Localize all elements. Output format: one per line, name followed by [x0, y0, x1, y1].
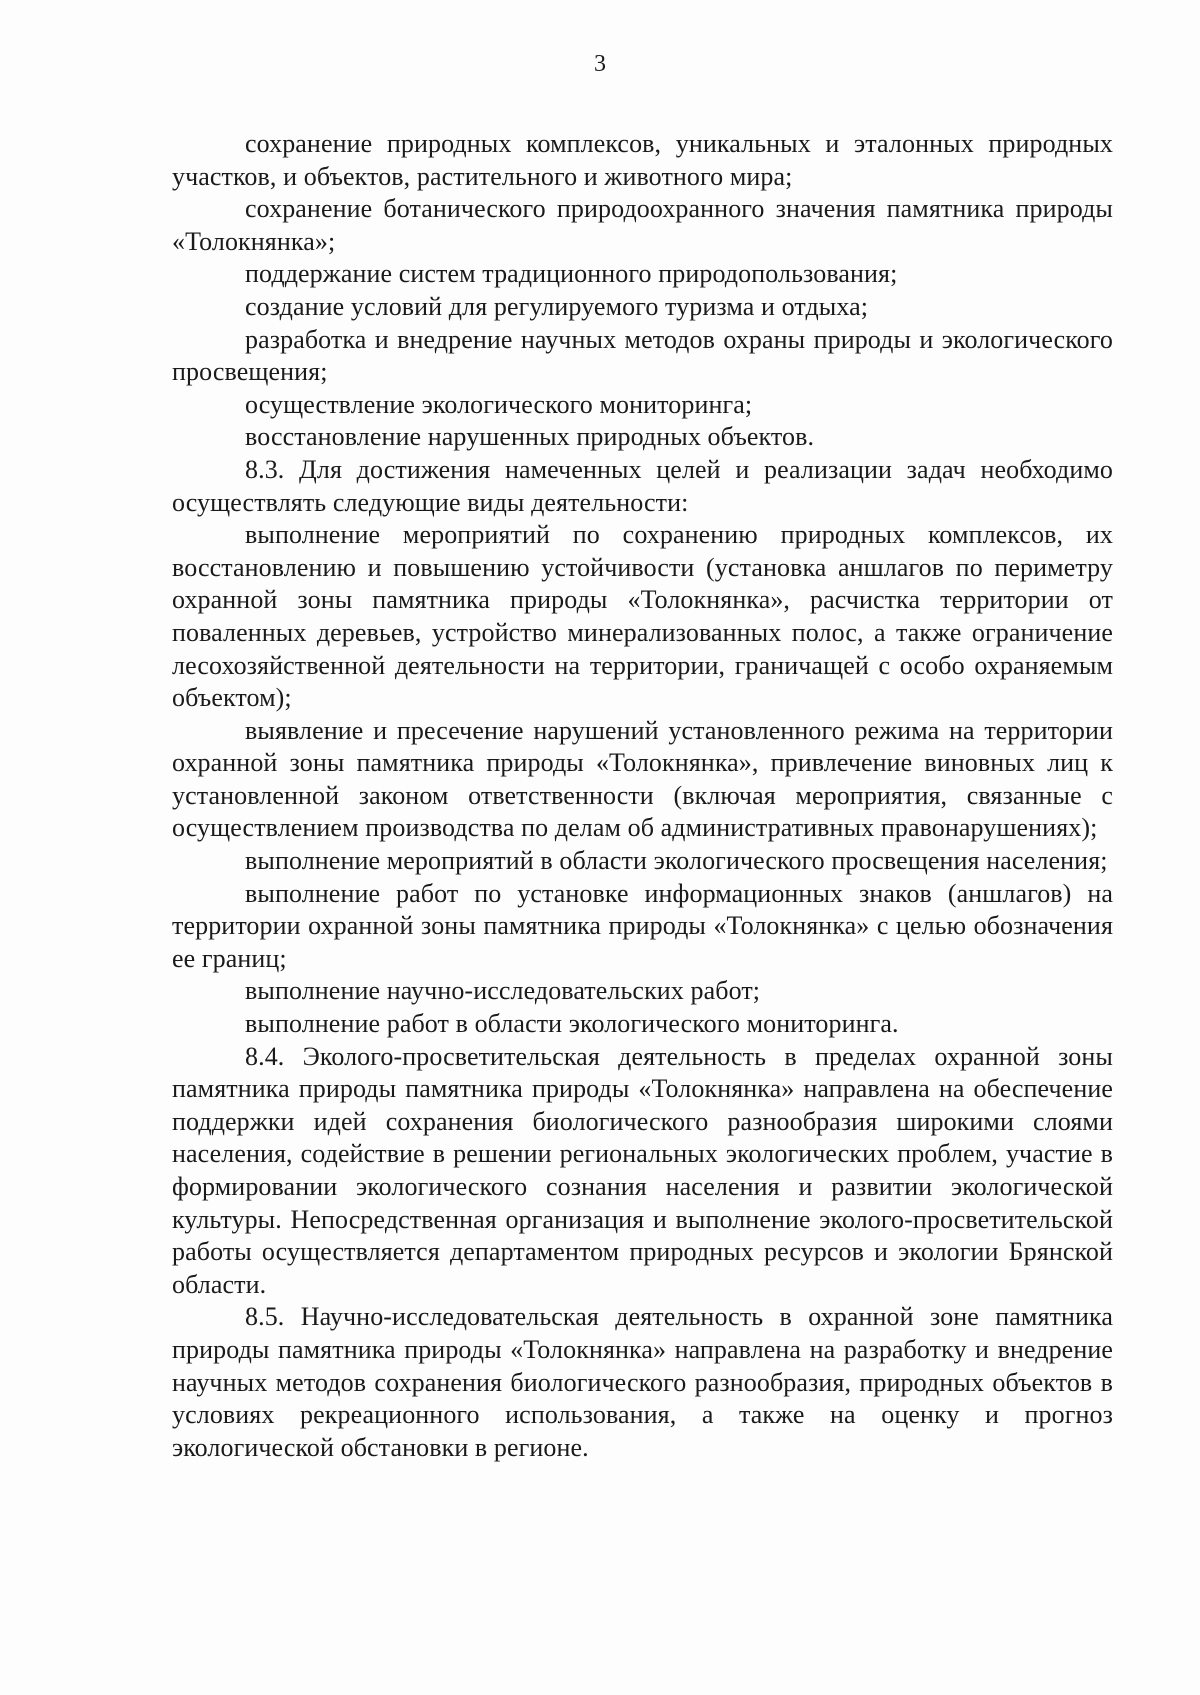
paragraph-4: создание условий для регулируемого туризма и отдыха;: [245, 291, 869, 321]
paragraph-12: выполнение работ по установке информационных знаков (аншлагов) на территории охранной зоны памятника природы «Толокнянка» с целью обозначения ее границ;: [172, 878, 1113, 973]
paragraph-9: выполнение мероприятий по сохранению природных комплексов, их восстановлению и повышению устойчивости (установка аншлагов по периметру охранной зоны памятника природы «Толокнянка», расчистка территории от поваленных деревьев, устройство минерализованных полос, а также ограничение лесохозяйственной деятельности на территории, граничащей с особо охраняемым объектом);: [172, 520, 1113, 713]
paragraph-10: выявление и пресечение нарушений установленного режима на территории охранной зоны памятника природы «Толокнянка», привлечение виновных лиц к установленной законом ответственности (включая мероприятия, связанные с осуществлением производства по делам об административных правонарушениях);: [172, 715, 1113, 843]
paragraph-13: выполнение научно-исследовательских работ;: [245, 976, 761, 1006]
paragraph-3: поддержание систем традиционного природопользования;: [245, 259, 898, 289]
paragraph-8-3: 8.3. Для достижения намеченных целей и реализации задач необходимо осуществлять следующие виды деятельности:: [172, 454, 1113, 517]
paragraph-6: осуществление экологического мониторинга;: [245, 389, 753, 419]
paragraph-2: сохранение ботанического природоохранного значения памятника природы «Толокнянка»;: [172, 194, 1113, 256]
paragraph-5: разработка и внедрение научных методов охраны природы и экологического просвещения;: [172, 324, 1113, 387]
paragraph-11: выполнение мероприятий в области экологического просвещения населения;: [245, 846, 1108, 876]
paragraph-8-5: 8.5. Научно-исследовательская деятельность в охранной зоне памятника природы памятника природы «Толокнянка» направлена на разработку и внедрение научных методов сохранения биологического разнообразия, природных объектов в условиях рекреационного использования, а также на оценку и прогноз экологической обстановки в регионе.: [172, 1302, 1113, 1462]
paragraph-14: выполнение работ в области экологического мониторинга.: [245, 1009, 899, 1039]
paragraph-8-4: 8.4. Эколого-просветительская деятельность в пределах охранной зоны памятника природы памятника природы «Толокнянка» направлена на обеспечение поддержки идей сохранения биологического разнообразия широкими слоями населения, содействие в решении региональных экологических проблем, участие в формировании экологического сознания населения и развитии экологической культуры. Непосредственная организация и выполнение эколого-просветительской работы осуществляется департаментом природных ресурсов и экологии Брянской области.: [172, 1041, 1113, 1299]
page-number: 3: [594, 51, 606, 77]
paragraph-7: восстановление нарушенных природных объектов.: [245, 422, 815, 452]
document-body: [172, 128, 1113, 1464]
paragraph-1: сохранение природных комплексов, уникальных и эталонных природных участков, и объектов, растительного и животного мира;: [172, 129, 1113, 191]
